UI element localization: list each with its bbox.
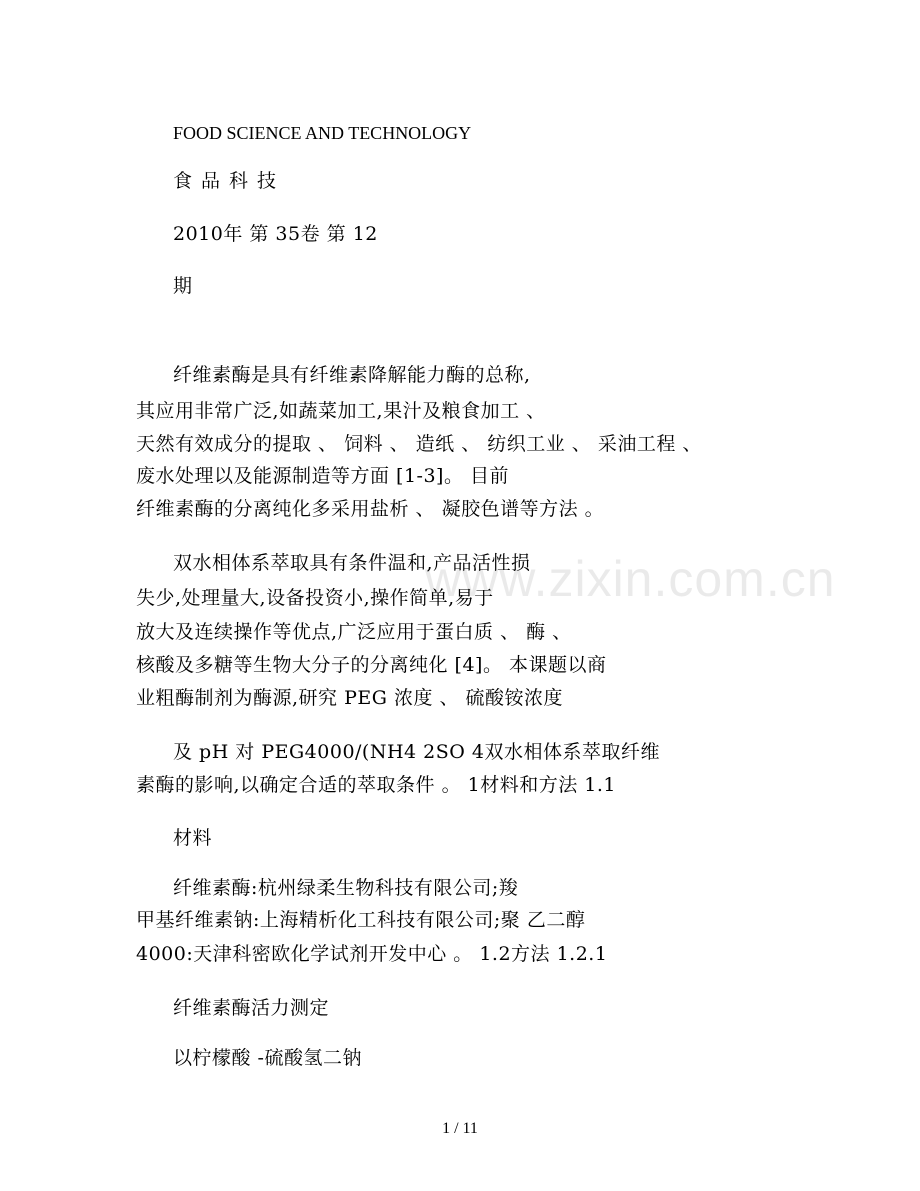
paragraph-1-line: 纤维素酶的分离纯化多采用盐析 、 凝胶色谱等方法 。 [136,498,605,520]
paragraph-2-line: 业粗酶制剂为酶源,研究 PEG 浓度 、 硫酸铵浓度 [136,687,564,709]
paragraph-2-line: 双水相体系萃取具有条件温和,产品活性损 [173,552,531,574]
paragraph-1-line: 其应用非常广泛,如蔬菜加工,果汁及粮食加工 、 [136,400,546,422]
paragraph-2-line: 放大及连续操作等优点,广泛应用于蛋白质 、 酶 、 [136,621,572,643]
paragraph-2-line: 失少,处理量大,设备投资小,操作简单,易于 [136,587,494,609]
paragraph-4-line: 4000:天津科密欧化学试剂开发中心 。 1.2方法 1.2.1 [136,943,608,965]
journal-chinese-title: 食品科技 [173,170,286,192]
last-line: 以柠檬酸 -硫酸氢二钠 [173,1047,362,1069]
paragraph-3-line: 素酶的影响,以确定合适的萃取条件 。 1材料和方法 1.1 [136,774,616,796]
watermark: www.zixin.com.cn [425,551,836,607]
materials-heading: 材料 [173,827,213,849]
paragraph-1-line: 纤维素酶是具有纤维素降解能力酶的总称, [173,364,531,386]
paragraph-1-line: 天然有效成分的提取 、 饲料 、 造纸 、 纺织工业 、 采油工程 、 [136,433,702,455]
issue-line-1: 2010年 第 35卷 第 12 [173,223,378,245]
issue-line-2: 期 [173,275,193,297]
journal-english-title: FOOD SCIENCE AND TECHNOLOGY [173,123,472,143]
paragraph-4-line: 甲基纤维素钠:上海精析化工科技有限公司;聚 乙二醇 [136,909,586,931]
paragraph-4-line: 纤维素酶:杭州绿柔生物科技有限公司;羧 [173,877,519,899]
paragraph-3-line: 及 pH 对 PEG4000/(NH4 2SO 4双水相体系萃取纤维 [173,741,660,763]
paragraph-2-line: 核酸及多糖等生物大分子的分离纯化 [4]。 本课题以商 [136,654,607,676]
activity-heading: 纤维素酶活力测定 [173,997,330,1019]
paragraph-1-line: 废水处理以及能源制造等方面 [1-3]。 目前 [136,465,510,487]
page-number: 1 / 11 [442,1120,478,1137]
